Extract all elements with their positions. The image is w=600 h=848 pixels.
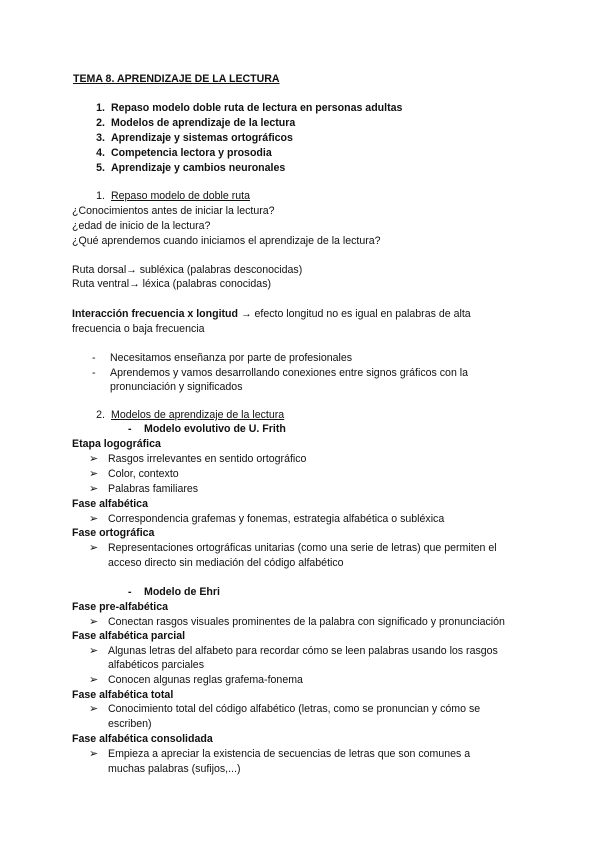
dash-item-cont: pronunciación y significados (110, 381, 243, 393)
section1-number: 1. (96, 190, 105, 202)
stage-item: Algunas letras del alfabeto para recordar cómo se leen palabras usando los rasgos (108, 645, 498, 657)
dash-bullet: - (128, 423, 132, 435)
section1-title: Repaso modelo de doble ruta (111, 190, 250, 202)
section2-heading (85, 409, 284, 422)
toc-text: Aprendizaje y sistemas ortográficos (111, 132, 293, 144)
toc-text: Modelos de aprendizaje de la lectura (111, 117, 296, 129)
question-line: ¿Conocimientos antes de iniciar la lectura? (72, 205, 275, 217)
arrow-bullet-icon: ➢ (89, 645, 99, 657)
interaction-rest: → efecto longitud no es igual en palabras de alta (238, 308, 471, 320)
stage-item: Conectan rasgos visuales prominentes de la palabra con significado y pronunciación (108, 616, 505, 628)
stage-title: Fase alfabética total (72, 689, 174, 701)
route-line: Ruta ventral→ léxica (palabras conocidas) (72, 278, 272, 290)
section2-title: Modelos de aprendizaje de la lectura (111, 409, 285, 421)
arrow-bullet-icon: ➢ (89, 513, 99, 525)
toc-number: 2. (96, 117, 105, 129)
dash-bullet: - (92, 352, 96, 364)
stage-item: Empieza a apreciar la existencia de secuencias de letras que son comunes a (108, 748, 471, 760)
dash-bullet: - (128, 586, 132, 598)
toc-item (85, 162, 285, 175)
section2-number: 2. (96, 409, 105, 421)
toc-number: 1. (96, 102, 105, 114)
dash-bullet: - (92, 367, 96, 379)
stage-title: Fase alfabética consolidada (72, 733, 213, 745)
stage-item-cont: muchas palabras (sufijos,...) (108, 763, 241, 775)
arrow-bullet-icon: ➢ (89, 703, 99, 715)
arrow-bullet-icon: ➢ (89, 542, 99, 554)
stage-item: Conocen algunas reglas grafema-fonema (108, 674, 303, 686)
stage-title: Fase ortográfica (72, 527, 155, 539)
question-line: ¿Qué aprendemos cuando iniciamos el aprendizaje de la lectura? (72, 235, 381, 247)
interaction-line (72, 308, 471, 321)
dash-item: Necesitamos enseñanza por parte de profesionales (110, 352, 353, 364)
stage-title: Etapa logográfica (72, 438, 161, 450)
arrow-bullet-icon: ➢ (89, 748, 99, 760)
section1-heading (85, 190, 250, 203)
arrow-bullet-icon: ➢ (89, 483, 99, 495)
stage-item-cont: acceso directo sin mediación del código alfabético (108, 557, 344, 569)
stage-item: Color, contexto (108, 468, 179, 480)
question-line: ¿edad de inicio de la lectura? (72, 220, 211, 232)
toc-item (85, 147, 272, 160)
stage-item: Conocimiento total del código alfabético (letras, como se pronuncian y cómo se (108, 703, 481, 715)
toc-text: Repaso modelo doble ruta de lectura en personas adultas (111, 102, 403, 114)
toc-text: Aprendizaje y cambios neuronales (111, 162, 286, 174)
arrow-bullet-icon: ➢ (89, 468, 99, 480)
frith-title: Modelo evolutivo de U. Frith (144, 423, 286, 435)
toc-item (85, 132, 293, 145)
toc-number: 3. (96, 132, 105, 144)
stage-item-cont: alfabéticos parciales (108, 659, 204, 671)
arrow-bullet-icon: ➢ (89, 453, 99, 465)
interaction-line-2: frecuencia o baja frecuencia (72, 323, 205, 335)
page-title: TEMA 8. APRENDIZAJE DE LA LECTURA (73, 73, 280, 85)
dash-item: Aprendemos y vamos desarrollando conexiones entre signos gráficos con la (110, 367, 469, 379)
stage-title: Fase alfabética parcial (72, 630, 186, 642)
toc-number: 5. (96, 162, 105, 174)
arrow-bullet-icon: ➢ (89, 674, 99, 686)
toc-number: 4. (96, 147, 105, 159)
stage-item: Correspondencia grafemas y fonemas, estrategia alfabética o subléxica (108, 513, 445, 525)
stage-title: Fase alfabética (72, 498, 148, 510)
stage-item: Rasgos irrelevantes en sentido ortográfico (108, 453, 307, 465)
stage-title: Fase pre-alfabética (72, 601, 168, 613)
interaction-bold: Interacción frecuencia x longitud (72, 308, 239, 320)
toc-item (85, 102, 402, 115)
stage-item: Palabras familiares (108, 483, 199, 495)
toc-item (85, 117, 295, 130)
route-line: Ruta dorsal→ subléxica (palabras desconocidas) (72, 264, 303, 276)
stage-item-cont: escriben) (108, 718, 152, 730)
toc-text: Competencia lectora y prosodia (111, 147, 272, 159)
stage-item: Representaciones ortográficas unitarias (como una serie de letras) que permiten el (108, 542, 497, 554)
arrow-bullet-icon: ➢ (89, 616, 99, 628)
ehri-title: Modelo de Ehri (144, 586, 220, 598)
